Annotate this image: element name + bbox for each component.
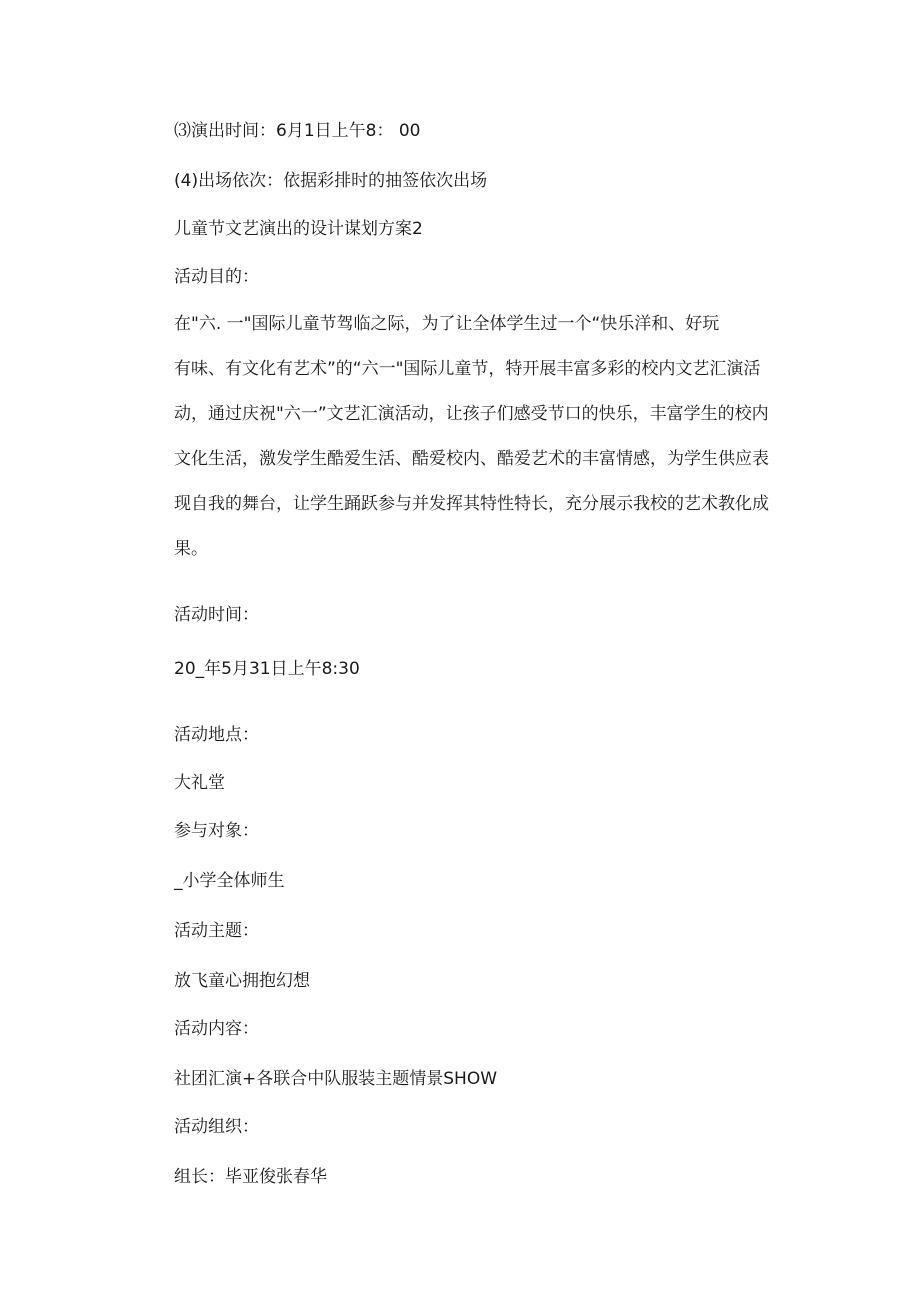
- paragraph-line: 有味、有文化有艺术”的“六一"国际儿童节，特开展丰富多彩的校内文艺汇演活: [174, 359, 761, 379]
- time-label: 活动时间：: [174, 605, 259, 625]
- participants-value: _小学全体师生: [174, 871, 285, 891]
- performance-time-line: ⑶演出时间：6月1日上午8： 00: [174, 121, 421, 141]
- content-label: 活动内容：: [174, 1019, 259, 1039]
- purpose-paragraph: [174, 302, 794, 572]
- paragraph-line: 动，通过庆祝"六一”文艺汇演活动，让孩子们感受节口的快乐，丰富学生的校内: [174, 404, 769, 424]
- participants-label: 参与对象：: [174, 821, 259, 841]
- content-value: 社团汇演+各联合中队服装主题情景SHOW: [174, 1069, 498, 1089]
- leader-value: 组长：毕亚俊张春华: [174, 1167, 327, 1187]
- appearance-order-line: (4)出场依次：依据彩排时的抽签依次出场: [174, 171, 488, 191]
- organization-label: 活动组织：: [174, 1117, 259, 1137]
- theme-label: 活动主题：: [174, 921, 259, 941]
- section-title: 儿童节文艺演出的设计谋划方案2: [174, 219, 423, 239]
- paragraph-line: 果。: [174, 539, 208, 559]
- place-label: 活动地点：: [174, 725, 259, 745]
- purpose-label: 活动目的：: [174, 267, 259, 287]
- time-value: 20_年5月31日上午8:30: [174, 659, 360, 679]
- theme-value: 放飞童心拥抱幻想: [174, 971, 310, 991]
- paragraph-line: 现自我的舞台，让学生踊跃参与并发挥其特性特长，充分展示我校的艺术教化成: [174, 494, 769, 514]
- paragraph-line: 在"六. 一"国际儿童节驾临之际，为了让全体学生过一个“快乐洋和、好玩: [174, 314, 720, 334]
- paragraph-line: 文化生活，激发学生酷爱生活、酷爱校内、酷爱艺术的丰富情感，为学生供应表: [174, 449, 769, 469]
- place-value: 大礼堂: [174, 773, 225, 793]
